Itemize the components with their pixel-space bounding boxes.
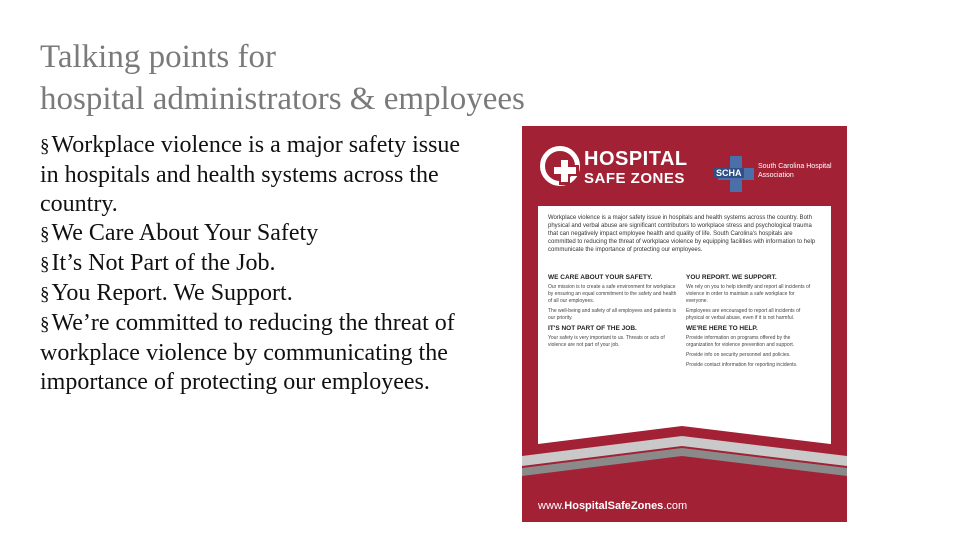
- url-prefix: www.: [538, 500, 565, 512]
- bullet-text: Workplace violence is a major safety issue in hospitals and health systems across the country.: [40, 132, 461, 217]
- heading-care-about-safety: WE CARE ABOUT YOUR SAFETY.: [548, 274, 653, 281]
- bullet-marker: §: [40, 314, 50, 335]
- care-text: Our mission is to create a safe environment for workplace by ensuring an equal commitment to the safety and health of all our employees.: [548, 284, 677, 304]
- poster-intro-text: Workplace violence is a major safety issue in hospitals and health systems across the country. Both physical and verbal abuse are significant contributors to workplace stress and psychological trauma that can negatively impact employee health and quality of life. South Carolina's hospitals are committed to reducing the threat of workplace violence by equipping facilities with information to help communicate the importance of protecting our employees.: [548, 215, 816, 253]
- slide-title-line-2: hospital administrators & employees: [40, 81, 525, 117]
- heading-not-part-of-job: IT'S NOT PART OF THE JOB.: [548, 325, 637, 332]
- bullet-item: [40, 131, 480, 219]
- url-bold: HospitalSafeZones: [564, 500, 664, 512]
- logo-word-hospital: HOSPITAL: [584, 148, 688, 170]
- scha-logo: [712, 156, 842, 196]
- url-suffix: .com: [663, 500, 688, 512]
- logo-word-safe-zones: SAFE ZONES: [584, 170, 685, 187]
- care-text-2: The well-being and safety of all employees and patients is our priority.: [548, 308, 677, 321]
- scha-abbrev: SCHA: [716, 168, 742, 178]
- bullet-marker: §: [40, 136, 50, 157]
- bullet-item: [40, 249, 480, 279]
- here-text-2: Provide info on security personnel and policies.: [686, 352, 791, 358]
- hospital-cross-logo-icon: [540, 146, 580, 186]
- bullet-item: [40, 279, 480, 309]
- bullet-marker: §: [40, 224, 50, 245]
- bullet-text: We’re committed to reducing the threat of workplace violence by communicating the importance of protecting our employees.: [40, 310, 455, 395]
- poster-left-column: [548, 272, 678, 352]
- here-text-3: Provide contact information for reporting incidents.: [686, 362, 798, 368]
- heading-here-to-help: WE'RE HERE TO HELP.: [686, 325, 758, 332]
- report-text-2: Employees are encouraged to report all incidents of physical or verbal abuse, even if it is not harmful.: [686, 308, 801, 321]
- slide-title: [40, 36, 660, 120]
- poster-right-column: [686, 272, 816, 372]
- here-text: Provide information on programs offered by the organization for violence prevention and support.: [686, 335, 795, 348]
- not-part-text: Your safety is very important to us. Threats or acts of violence are not part of your job.: [548, 335, 665, 348]
- poster-website-url: [538, 500, 687, 512]
- heading-you-report: YOU REPORT. WE SUPPORT.: [686, 274, 777, 281]
- report-text: We rely on you to help identify and report all incidents of violence in order to maintain a safe workplace for everyone.: [686, 284, 811, 304]
- bullet-item: [40, 309, 480, 397]
- bullet-text: You Report. We Support.: [51, 280, 293, 306]
- bullet-item: [40, 219, 480, 249]
- scha-name: South Carolina Hospital Association: [758, 163, 832, 179]
- bullet-text: It’s Not Part of the Job.: [51, 250, 276, 276]
- bullet-list: [40, 131, 480, 397]
- bullet-text: We Care About Your Safety: [51, 220, 319, 246]
- hospital-safe-zones-poster: [522, 126, 847, 522]
- slide-title-line-1: Talking points for: [40, 39, 276, 75]
- bullet-marker: §: [40, 284, 50, 305]
- bullet-marker: §: [40, 254, 50, 275]
- hospital-safe-zones-logo: [540, 146, 710, 194]
